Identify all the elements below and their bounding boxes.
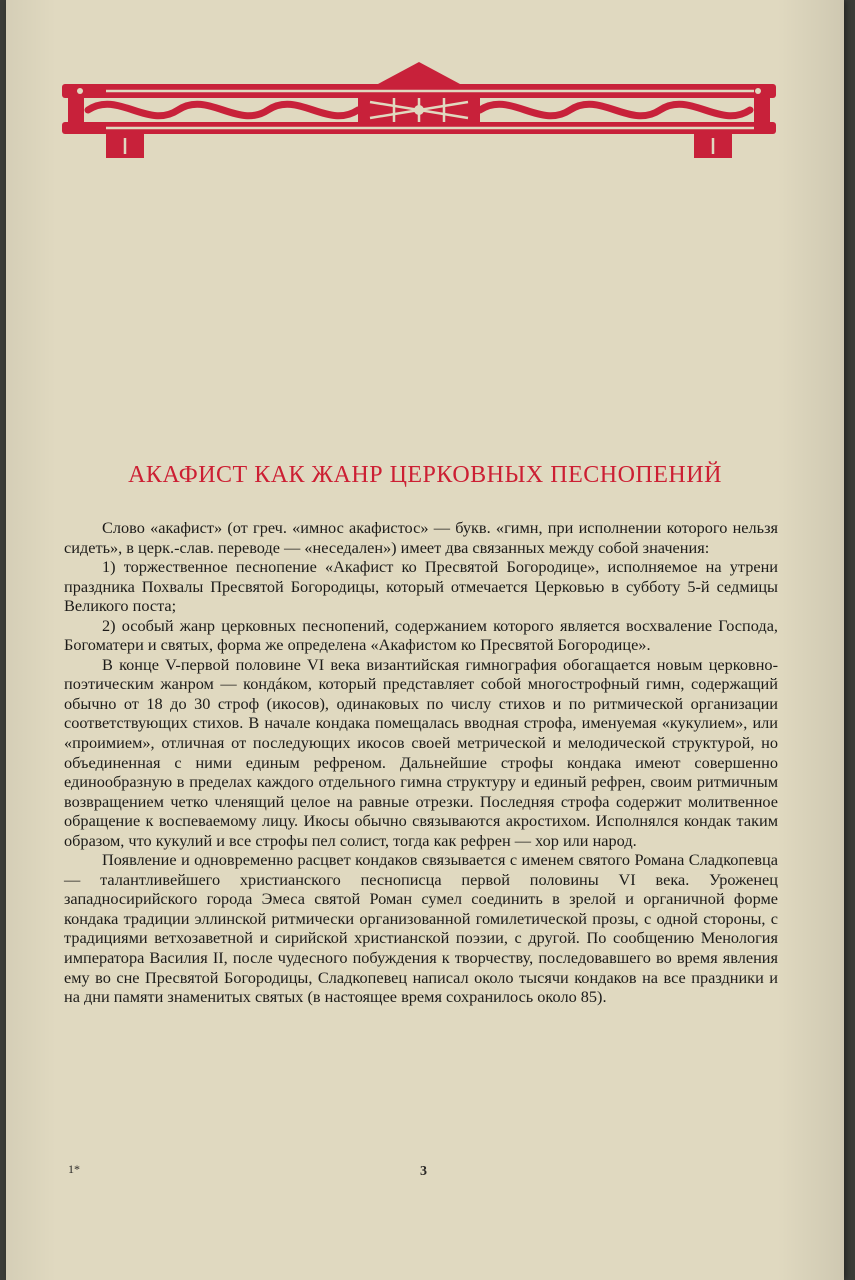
paragraph: 2) особый жанр церковных песнопений, содержанием которого является восхваление Господа, Богоматери и святых, форма же определена «Акафистом ко Пресвятой Богородице». (64, 615, 778, 655)
page-number: 3 (420, 1164, 427, 1179)
book-page (6, 0, 844, 1280)
paragraph: 1) торжественное песнопение «Акафист ко Пресвятой Богородице», исполняемое на утрени праздника Похвалы Пресвятой Богородицы, который отмечается Церковью в субботу 5-й седмицы Великого поста; (64, 557, 778, 616)
paragraph: Слово «акафист» (от греч. «имнос акафистос» — букв. «гимн, при исполнении которого нельзя сидеть», в церк.-слав. переводе — «неседален») имеет два связанных между собой значения: (64, 518, 778, 557)
signature-mark: 1* (68, 1162, 80, 1176)
chapter-title: АКАФИСТ КАК ЖАНР ЦЕРКОВНЫХ ПЕСНОПЕНИЙ (128, 462, 722, 488)
paragraph: В конце V-первой половине VI века византийская гимнография обогащается новым церковно-поэтическим жанром — кондáком, который представляет собой многострофный гимн, содержащий обычно от 18 до 30 строф (икосов), одинаковых по числу стихов и по ритмической организации соответствующих стихов. В начале кондака помещалась вводная строфа, именуемая «кукулием», или «проимием», отличная от последующих икосов своей метрической и мелодической структурой, но объединенная с ними единым рефреном. Дальнейшие строфы кондака имеют совершенно единообразную в пределах каждого отдельного гимна структуру и единый рефрен, своим ритмичным возвращением четко членящий целое на равные отрезки. Последняя строфа содержит молитвенное обращение к воспеваемому лицу. Икосы обычно связываются акростихом. Исполнялся кондак таким образом, что кукулий и все строфы пел солист, тогда как рефрен — хор или народ. (64, 654, 778, 850)
paragraph: Появление и одновременно расцвет кондаков связывается с именем святого Романа Сладкопевца — талантливейшего христианского песнописца первой половины VI века. Уроженец западносирийского города Эмеса святой Роман сумел соединить в зрелой и органичной форме кондака традиции эллинской ритмически организованной гомилетической прозы, с одной стороны, с традициями ветхозаветной и сирийской христианской поэзии, с другой. По сообщению Менология императора Василия II, после чудесного побуждения к творчеству, последовавшего во время явления ему во сне Пресвятой Богородицы, Сладкопевец написал около тысячи кондаков на все праздники и на дни памяти знаменитых святых (в настоящее время сохранилось около 85). (64, 850, 778, 1007)
interlace-ornament-headpiece (58, 62, 780, 158)
body-text (64, 518, 778, 1007)
